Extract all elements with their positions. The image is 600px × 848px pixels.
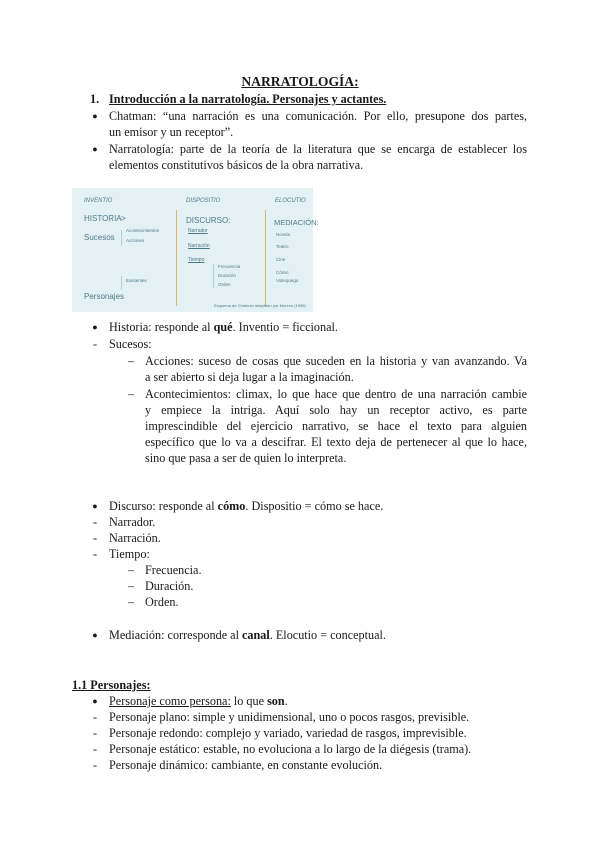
figure-col3-item-2: Teatro xyxy=(276,244,289,249)
frecuencia-text: Frecuencia. xyxy=(145,563,202,577)
section-1-title: Introducción a la narratología. Personajes y actantes. xyxy=(109,92,387,106)
discurso-bold: cómo xyxy=(217,499,246,513)
discurso-pre: Discurso: responde al xyxy=(109,499,218,513)
chatman-quote: “una narración es una comunicación. Por ello, presupone dos partes, xyxy=(162,109,528,123)
mediacion-bold: canal xyxy=(242,628,270,642)
plano-text: Personaje plano: simple y unidimensional, uno o pocos rasgos, previsible. xyxy=(109,710,470,724)
figure-caption: Esquema de Chatman adaptado por Moreno (1996) xyxy=(214,303,306,308)
narratologia-line-1: Narratología: parte de la teoría de la literatura que se encarga de establecer los xyxy=(109,142,527,156)
dash-marker: - xyxy=(92,710,98,724)
dinamico-text: Personaje dinámico: cambiante, en constante evolución. xyxy=(109,758,383,772)
dash-marker: - xyxy=(92,742,98,756)
historia-pre: Historia: responde al xyxy=(109,320,214,334)
acciones-line-2: a ser abierto si deja lugar a la imaginación. xyxy=(145,370,354,384)
figure-col3-item-1: Novela xyxy=(276,232,291,237)
historia-post: . Inventio = ficcional. xyxy=(232,320,338,334)
sucesos-label: Sucesos: xyxy=(109,337,152,351)
figure-personajes-sub: Existentes xyxy=(126,278,147,283)
figure-col2-sub-3: Orden xyxy=(218,282,231,287)
duracion-text: Duración. xyxy=(145,579,194,593)
chatman-label: Chatman: xyxy=(109,109,157,123)
figure-col2-head: DISCURSO: xyxy=(186,216,231,225)
historia-bold: qué xyxy=(213,320,233,334)
figure-sucesos: Sucesos xyxy=(84,233,115,242)
chatman-scheme-figure xyxy=(72,188,319,312)
bullet-marker: ● xyxy=(92,144,98,154)
persona-text xyxy=(109,693,288,709)
dash-marker: - xyxy=(92,547,98,561)
persona-post: . xyxy=(284,694,288,708)
figure-col3-item-3: Cine xyxy=(276,257,286,262)
figure-col3-top: ELOCUTIO xyxy=(275,198,306,204)
dash-marker: - xyxy=(92,337,98,351)
figure-col1-head: HISTORIA xyxy=(84,214,122,223)
persona-underlined: Personaje como persona: xyxy=(109,694,231,708)
mediacion-post: . Elocutio = conceptual. xyxy=(269,628,386,642)
bullet-marker: ● xyxy=(92,322,98,332)
historia-text xyxy=(109,319,338,335)
estatico-text: Personaje estático: estable, no evoluciona a lo largo de la diégesis (trama). xyxy=(109,742,472,756)
figure-col2-item-3: Tiempo xyxy=(188,257,205,263)
chatman-line-1 xyxy=(109,108,527,124)
figure-brace xyxy=(121,276,122,290)
figure-col1-arrow: > xyxy=(121,214,126,223)
orden-text: Orden. xyxy=(145,595,179,609)
page-title: NARRATOLOGÍA: xyxy=(241,74,359,89)
figure-col2-item-1: Narrador xyxy=(188,228,208,234)
chatman-line-2: un emisor y un receptor”. xyxy=(109,125,234,139)
acontecimientos-line-4: específico que lo va a descifrar. El texto deja de pertenecer al que lo hace, xyxy=(145,435,527,449)
discurso-text xyxy=(109,498,383,514)
redondo-text: Personaje redondo: complejo y variado, variedad de rasgos, imprevisible. xyxy=(109,726,467,740)
dash-marker: – xyxy=(127,387,135,401)
bullet-marker: ● xyxy=(92,111,98,121)
section-1-number: 1. xyxy=(90,92,100,106)
dash-marker: – xyxy=(127,595,135,609)
bullet-marker: ● xyxy=(92,501,98,511)
figure-brace xyxy=(213,264,214,288)
figure-col3-head: MEDIACIÓN: xyxy=(274,218,319,227)
figure-col2-top: DISPOSITIO xyxy=(186,198,221,204)
bullet-marker: ● xyxy=(92,630,98,640)
figure-brace xyxy=(121,230,122,246)
figure-col2-sub-2: Duración xyxy=(218,273,237,278)
figure-col3-item-5: Videojuego xyxy=(276,278,299,283)
persona-bold: son xyxy=(267,694,285,708)
discurso-post: . Dispositio = cómo se hace. xyxy=(245,499,384,513)
dash-marker: - xyxy=(92,758,98,772)
dash-marker: – xyxy=(127,563,135,577)
narratologia-line-2: elementos constitutivos básicos de la obra narrativa. xyxy=(109,158,364,172)
dash-marker: – xyxy=(127,354,135,368)
narrador-text: Narrador. xyxy=(109,515,156,529)
figure-col3-item-4: Cómic xyxy=(276,270,289,275)
figure-col1-top: INVENTIO xyxy=(84,198,113,204)
mediacion-text xyxy=(109,627,386,643)
figure-col2-sub-1: Frecuencia xyxy=(218,264,241,269)
figure-sucesos-sub-2: Acciones xyxy=(126,238,145,243)
dash-marker: - xyxy=(92,515,98,529)
acciones-line-1: Acciones: suceso de cosas que suceden en la historia y van avanzando. Va xyxy=(145,354,527,368)
acontecimientos-line-3: imprescindible del ejercicio narrativo, se hace el texto para alguien xyxy=(145,419,527,433)
mediacion-pre: Mediación: corresponde al xyxy=(109,628,242,642)
figure-personajes: Personajes xyxy=(84,292,125,301)
dash-marker: - xyxy=(92,531,98,545)
tiempo-text: Tiempo: xyxy=(109,547,150,561)
figure-divider xyxy=(265,210,266,306)
acontecimientos-line-2: y empiece la intriga. Aquí solo hay un receptor activo, es parte xyxy=(145,403,527,417)
bullet-marker: ● xyxy=(92,696,98,706)
acontecimientos-line-5: sino que pasa a ser de quien lo interpreta. xyxy=(145,451,347,465)
dash-marker: – xyxy=(127,579,135,593)
figure-sucesos-sub-1: Acontecimientos xyxy=(126,228,160,233)
dash-marker: - xyxy=(92,726,98,740)
narracion-text: Narración. xyxy=(109,531,161,545)
persona-pre: lo que xyxy=(230,694,268,708)
section-1-1-title: 1.1 Personajes: xyxy=(72,678,151,692)
figure-divider xyxy=(176,210,177,306)
figure-col2-item-2: Narración xyxy=(188,243,210,249)
acontecimientos-line-1: Acontecimientos: climax, lo que hace que dentro de una narración cambie xyxy=(145,387,527,401)
